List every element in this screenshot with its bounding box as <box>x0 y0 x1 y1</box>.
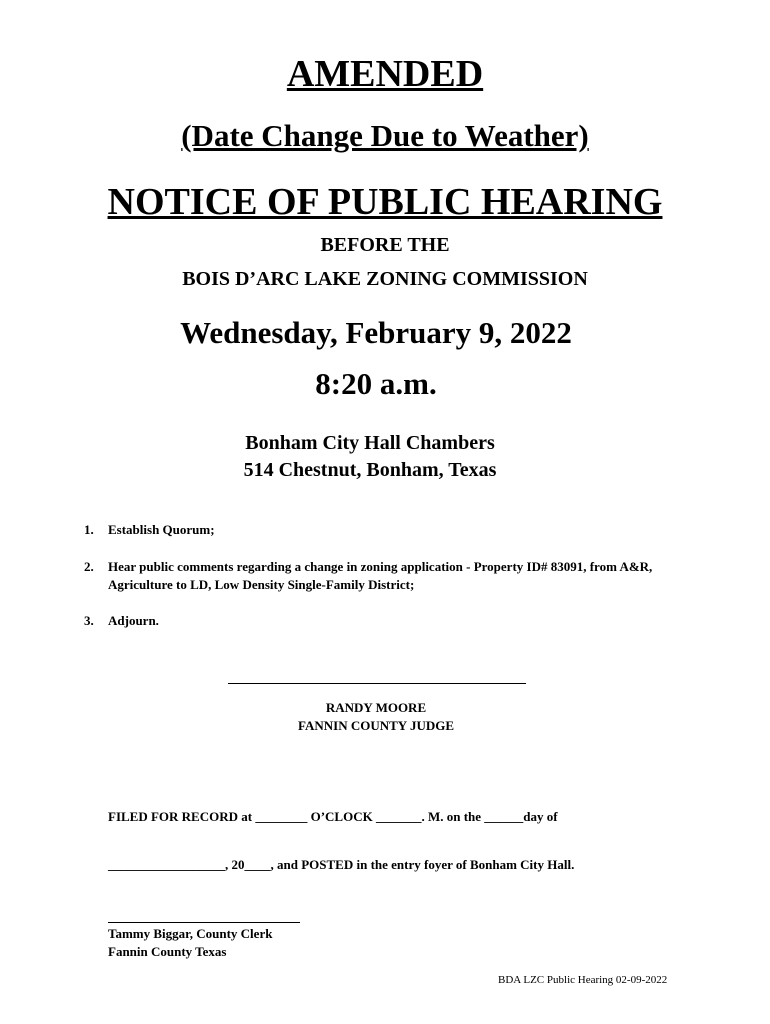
clerk-county: Fannin County Texas <box>108 944 227 959</box>
clerk-signature-line <box>108 922 300 923</box>
judge-title: FANNIN COUNTY JUDGE <box>298 718 454 733</box>
filed-for-record-line: FILED FOR RECORD at ________ O’CLOCK _______. M. on the ______day of <box>108 809 558 824</box>
agenda-item-text: Hear public comments regarding a change in zoning application - Property ID# 83091, from A&R, Agriculture to LD, Low Density Single-Family District; <box>108 559 653 592</box>
meeting-address: 514 Chestnut, Bonham, Texas <box>243 459 497 481</box>
agenda-item-text: Establish Quorum; <box>108 522 215 537</box>
meeting-time: 8:20 a.m. <box>315 366 437 401</box>
agenda-item <box>84 558 704 594</box>
date-change-subtitle: (Date Change Due to Weather) <box>181 118 589 153</box>
posted-line: __________________, 20____, and POSTED in the entry foyer of Bonham City Hall. <box>108 857 575 872</box>
judge-name: RANDY MOORE <box>325 700 427 715</box>
agenda-item-number: 3. <box>84 613 94 628</box>
clerk-name: Tammy Biggar, County Clerk <box>108 926 273 941</box>
commission-name: BOIS D’ARC LAKE ZONING COMMISSION <box>182 268 588 290</box>
meeting-date: Wednesday, February 9, 2022 <box>180 315 572 350</box>
amended-heading: AMENDED <box>286 53 484 95</box>
agenda-item-text: Adjourn. <box>108 613 159 628</box>
meeting-venue: Bonham City Hall Chambers <box>245 432 495 454</box>
before-the-text: BEFORE THE <box>320 234 450 256</box>
page-footer: BDA LZC Public Hearing 02-09-2022 <box>498 974 668 986</box>
agenda-item-number: 2. <box>84 559 94 574</box>
agenda-item <box>84 612 704 630</box>
judge-signature-line <box>228 683 526 684</box>
agenda-item <box>84 521 704 539</box>
notice-title: NOTICE OF PUBLIC HEARING <box>107 181 663 223</box>
agenda-item-number: 1. <box>84 522 94 537</box>
